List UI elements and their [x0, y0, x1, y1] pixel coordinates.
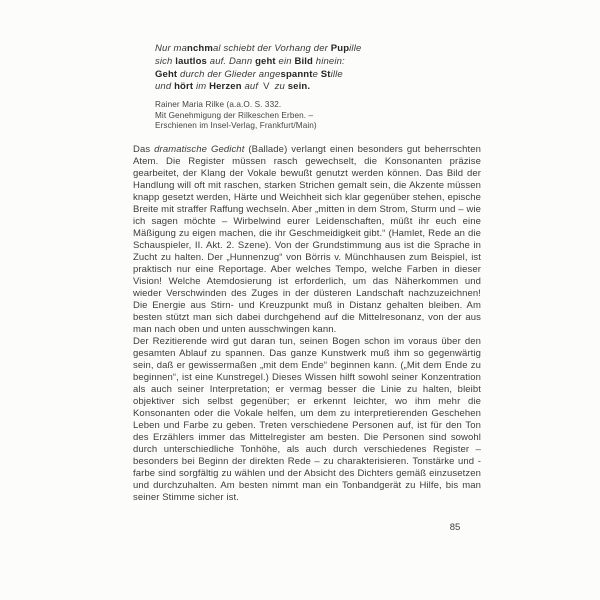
paragraph [133, 336, 481, 504]
breath-mark: V [263, 81, 270, 93]
text-segment: spannt [280, 68, 313, 80]
text-segment: (Ballade) verlangt einen besonders gut beherrschten Atem. Die Register müssen rasch gewechselt, die Konsonanten präzise gearbeitet, der Klang der Vokale bewußt genutzt werden können. Das Bild der Handlung will oft mit raschen, starken Strichen gemalt sein, die Akzente müssen knapp gesetzt werden, Härte und Weichheit sich klar gegenüber stehen, epische Breite mit straffer Raffung wechseln. Aber „mitten in dem Strom, Sturm und – wie ich sagen möchte – Wirbelwind eurer Leidenschaften, müßt ihr euch eine Mäßigung zu eigen machen, die ihr Geschmeidigkeit gibt.“ (Hamlet, Rede an die Schauspieler, II. Akt. 2. Szene). Von der Grundstimmung aus ist die Sprache in Zucht zu halten. Der „Hunnenzug“ von Börris v. Münchhausen zum Beispiel, ist praktisch nur eine Reportage. Aber welches Tempo, welche Farben in dieser Vision! Welche Atemdosierung ist erforderlich, um das Näherkommen und wieder Verschwinden des Zuges in der düsteren Landschaft nachzuzeichnen! Die Energie aus Stirn- und Kreuzpunkt muß in Distanz gehalten bleiben. Am besten stützt man sich dabei durchgehend auf die Mittelresonanz, von der aus man nach oben und unten ausschwingen kann. [133, 144, 481, 335]
text-segment: im [193, 81, 210, 93]
text-segment: al schiebt der Vorhang der [212, 43, 331, 54]
poem-line [155, 43, 361, 56]
text-segment: geht [255, 55, 276, 67]
text-segment: lautlos [175, 55, 207, 67]
text-segment: sich [155, 55, 176, 67]
body-text [133, 144, 481, 504]
text-segment: e [312, 68, 321, 80]
poem-line [155, 81, 361, 94]
text-segment: Nur ma [155, 43, 188, 54]
text-segment: Das [133, 144, 155, 155]
text-segment: auf. Dann [206, 55, 256, 67]
text-segment: hört [174, 81, 194, 93]
text-segment: sein. [287, 81, 311, 93]
text-segment: durch der Glieder ange [177, 68, 281, 80]
text-segment: zu [274, 81, 288, 93]
poem-line [155, 69, 361, 82]
text-segment: ein [275, 55, 295, 67]
text-segment: Geht [155, 68, 178, 80]
poem-quote [155, 43, 361, 94]
text-segment: ille [349, 43, 362, 54]
text-segment: St [320, 68, 331, 80]
attribution-line: Erschienen im Insel-Verlag, Frankfurt/Main) [155, 121, 317, 131]
text-segment: dramatische Gedicht [154, 144, 245, 155]
paragraph [133, 144, 481, 336]
text-segment: Herzen [209, 81, 242, 93]
text-segment: Der Rezitierende wird gut daran tun, seinen Bogen schon im voraus über den gesamten Ablauf zu spannen. Das ganze Kunstwerk muß ihm so gegenwärtig sein, daß er gewissermaßen „mit dem Ende“ beginnen kann. („Mit dem Ende zu beginnen“, ist eine Kunstregel.) Dieses Wissen hilft sowohl seiner Konzentration als auch seiner Interpretation; er vermag besser die Linie zu halten, bleibt objektiver sich selbst gegenüber; er erkennt leichter, wo ihm mehr die Konsonanten oder die Vokale helfen, um dem zu interpretierenden Geschehen Leben und Farbe zu geben. Treten verschiedene Personen auf, ist für den Ton des Erzählers immer das Mittelregister am besten. Die Personen sind sowohl durch unterschiedliche Tonhöhe, als auch durch verschiedenes Register – besonders bei Beginn der direkten Rede – zu charakterisieren. Tonstärke und -farbe sind sorgfältig zu wählen und der Absicht des Dichters gemäß einzusetzen und durchzuhalten. Am besten nimmt man ein Tonbandgerät zu Hilfe, bis man seiner Stimme sicher ist. [133, 336, 481, 503]
text-segment: Pup [330, 43, 350, 54]
attribution [155, 100, 317, 132]
text-segment: auf [241, 81, 259, 93]
attribution-line: Mit Genehmigung der Rilkeschen Erben. – [155, 110, 314, 120]
poem-line [155, 56, 361, 69]
attribution-line: Rainer Maria Rilke (a.a.O. S. 332. [155, 100, 282, 109]
page-number: 85 [449, 522, 461, 533]
text-segment: ille [330, 68, 343, 80]
text-segment: nchm [187, 43, 213, 54]
text-segment: hinein: [313, 55, 345, 67]
text-segment: und [155, 81, 175, 93]
text-segment: Bild [294, 55, 314, 67]
